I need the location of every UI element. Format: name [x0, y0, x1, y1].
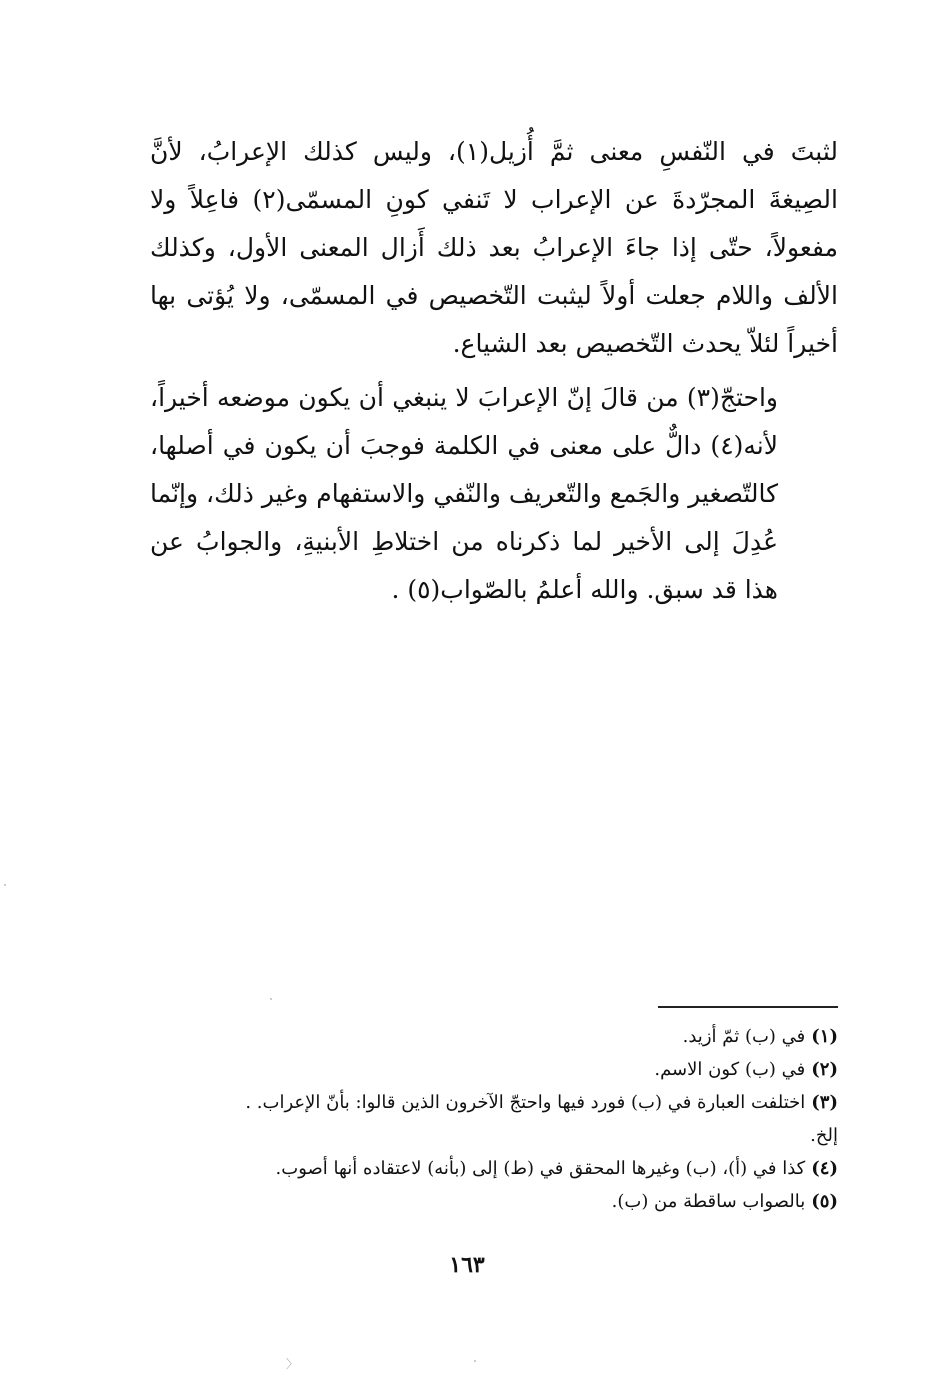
footnote-item — [150, 1020, 838, 1053]
footnote-number: (٣) — [811, 1092, 838, 1113]
scan-speck — [4, 884, 6, 886]
footnote-number: (٥) — [811, 1191, 838, 1212]
footnote-text: في (ب) كون الاسم. — [654, 1059, 806, 1080]
footnote-continuation — [150, 1119, 838, 1152]
footnote-text: اختلفت العبارة في (ب) فورد فيها واحتجّ الآخرون الذين قالوا: بأنّ الإعراب. . — [245, 1092, 806, 1113]
footnotes-list — [150, 1020, 838, 1218]
footnote-item — [150, 1053, 838, 1086]
scan-speck — [270, 998, 272, 1000]
footnote-item — [150, 1152, 838, 1185]
footnote-item — [150, 1086, 838, 1119]
footnote-number: (٢) — [811, 1059, 838, 1080]
paragraph-1 — [150, 128, 838, 368]
paragraph-2 — [150, 374, 838, 614]
footnote-text: في (ب) ثمّ أزيد. — [682, 1026, 806, 1047]
paragraph-2-text: واحتجّ(٣) من قالَ إنّ الإعرابَ لا ينبغي أن يكون موضعه أخيراً، لأنه(٤) دالٌّ على معنى في الكلمة فوجبَ أن يكون في أصلها، كالتّصغير والجَمع والتّعريف والنّفي والاستفهام وغير ذلك، وإنّما عُدِلَ إلى الأخير لما ذكرناه من اختلاطِ الأبنيةِ، والجوابُ عن هذا قد سبق. والله أعلمُ بالصّواب(٥) . — [150, 383, 778, 604]
footnote-separator — [658, 1006, 838, 1008]
scan-mark: 〉 — [286, 1357, 299, 1371]
paragraph-1-text: لثبتَ في النّفسِ معنى ثمَّ أُزيل(١)، وليس كذلك الإعرابُ، لأنَّ الصِيغةَ المجرّدةَ عن الإعراب لا تَنفي كونِ المسمّى(٢) فاعِلاً ولا مفعولاً، حتّى إذا جاءَ الإعرابُ بعد ذلك أَزال المعنى الأول، وكذلك الألف واللام جعلت أولاً ليثبت التّخصيص في المسمّى، ولا يُؤتى بها أخيراً لئلاّ يحدث التّخصيص بعد الشياع. — [150, 137, 839, 358]
footnote-text: كذا في (أ)، (ب) وغيرها المحقق في (ط) إلى (بأنه) لاعتقاده أنها أصوب. — [275, 1158, 806, 1179]
footnote-text: بالصواب ساقطة من (ب). — [611, 1191, 806, 1212]
footnote-number: (١) — [811, 1026, 838, 1047]
footnote-item — [150, 1185, 838, 1218]
scan-speck — [474, 1360, 476, 1362]
footnote-continuation-text: إلخ. — [810, 1125, 838, 1146]
footnote-number: (٤) — [811, 1158, 838, 1179]
page-number: ١٦٣ — [449, 1252, 485, 1278]
